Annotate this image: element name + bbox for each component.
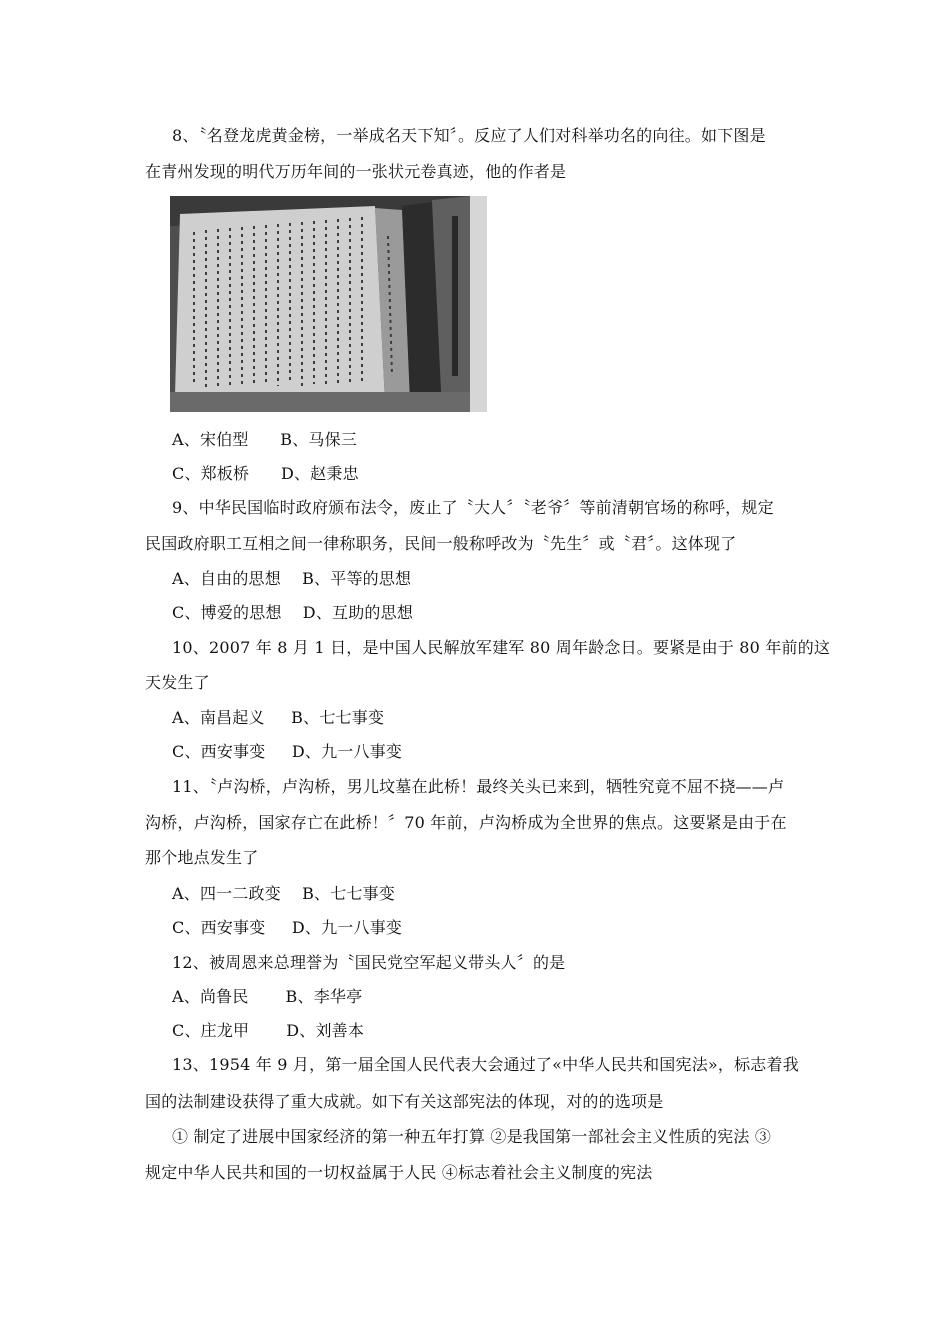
q13-stem-line1: 13、1954 年 9 月，第一届全国人民代表大会通过了«中华人民共和国宪法»，标志着我 — [172, 1055, 799, 1074]
q8-stem-line2: 在青州发现的明代万历年间的一张状元卷真迹，他的作者是 — [145, 162, 567, 181]
exam-scroll-photo-illustration — [170, 196, 487, 412]
q10-options-ab: A、南昌起义 B、七七事变 — [172, 708, 385, 727]
q8-stem-line1: 8、〝名登龙虎黄金榜，一举成名天下知〞。反应了人们对科举功名的向往。如下图是 — [172, 126, 766, 145]
exam-scroll-photo — [170, 196, 487, 412]
q11-options-ab: A、四一二政变 B、七七事变 — [172, 884, 396, 903]
q13-statements-line2: 规定中华人民共和国的一切权益属于人民 ④标志着社会主义制度的宪法 — [145, 1163, 653, 1182]
q10-stem-line2: 天发生了 — [145, 673, 210, 692]
q11-stem-line1: 11、〝卢沟桥，卢沟桥，男儿坟墓在此桥！最终关头已来到，牺牲究竟不屈不挠——卢 — [172, 777, 785, 796]
q8-options-cd: C、郑板桥 D、赵秉忠 — [172, 464, 359, 483]
q9-options-cd: C、博爱的思想 D、互助的思想 — [172, 603, 414, 622]
q9-stem-line2: 民国政府职工互相之间一律称职务，民间一般称呼改为〝先生〞或〝君〞。这体现了 — [145, 534, 737, 553]
q9-options-ab: A、自由的思想 B、平等的思想 — [172, 569, 412, 588]
q11-stem-line2: 沟桥，卢沟桥，国家存亡在此桥！〞70 年前，卢沟桥成为全世界的焦点。这要紧是由于在 — [145, 813, 787, 832]
q10-options-cd: C、西安事变 D、九一八事变 — [172, 742, 403, 761]
q9-stem-line1: 9、中华民国临时政府颁布法令，废止了〝大人〞〝老爷〞等前清朝官场的称呼，规定 — [172, 498, 774, 517]
q12-options-ab: A、尚鲁民 B、李华亭 — [172, 987, 363, 1006]
q11-stem-line3: 那个地点发生了 — [145, 848, 259, 867]
q11-options-cd: C、西安事变 D、九一八事变 — [172, 918, 403, 937]
q12-stem-line1: 12、被周恩来总理誉为〝国民党空军起义带头人〞的是 — [172, 953, 566, 972]
q13-statements-line1: ① 制定了进展中国家经济的第一种五年打算 ②是我国第一部社会主义性质的宪法 ③ — [172, 1127, 772, 1146]
q8-options-ab: A、宋伯型 B、马保三 — [172, 430, 358, 449]
q10-stem-line1: 10、2007 年 8 月 1 日，是中国人民解放军建军 80 周年龄念日。要紧是由于 80 年前的这 — [172, 638, 831, 657]
q12-options-cd: C、庄龙甲 D、刘善本 — [172, 1021, 365, 1040]
q13-stem-line2: 国的法制建设获得了重大成就。如下有关这部宪法的体现，对的的选项是 — [145, 1092, 664, 1111]
